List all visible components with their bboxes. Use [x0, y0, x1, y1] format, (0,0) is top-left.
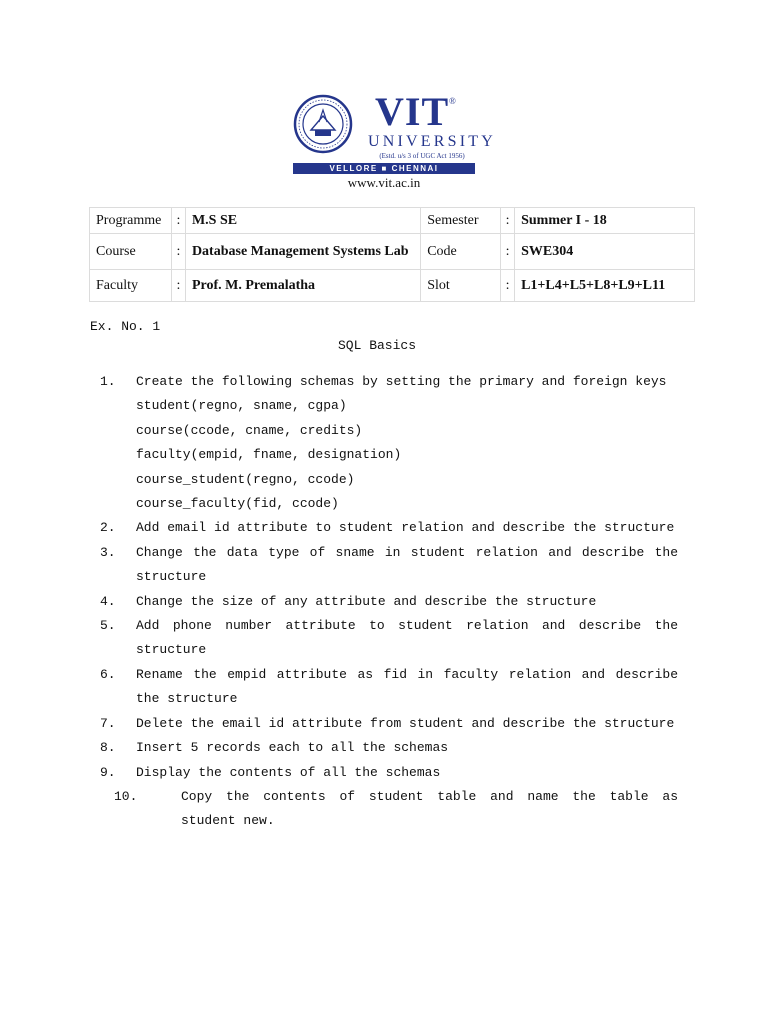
question-number: 3.: [100, 544, 116, 560]
question-text: Display the contents of all the schemas: [136, 764, 441, 780]
colon: :: [171, 270, 185, 302]
semester-label: Semester: [421, 208, 501, 234]
programme-label: Programme: [90, 208, 172, 234]
list-item: [100, 761, 678, 785]
question-number: 5.: [100, 618, 116, 634]
list-item: [100, 736, 678, 760]
programme-value: M.S SE: [185, 208, 420, 234]
question-number: 4.: [100, 593, 116, 609]
faculty-label: Faculty: [90, 270, 172, 302]
list-item: [100, 370, 678, 516]
course-label: Course: [90, 234, 172, 270]
question-text: Delete the email id attribute from student and describe the structure: [136, 715, 675, 731]
question-text: Add email id attribute to student relation and describe the structure: [136, 520, 675, 536]
table-row: [90, 270, 695, 302]
question-text: Insert 5 records each to all the schemas: [136, 740, 449, 756]
faculty-value: Prof. M. Premalatha: [185, 270, 420, 302]
list-item: [100, 590, 678, 614]
list-item: [100, 516, 678, 540]
logo-vit-word: VIT: [375, 89, 450, 134]
question-number: 6.: [100, 666, 116, 682]
schema-course-student: course_student(regno, ccode): [136, 471, 355, 487]
colon: :: [171, 208, 185, 234]
list-item: [100, 785, 678, 834]
question-text: Rename the empid attribute as fid in faculty relation and describe the structure: [136, 666, 678, 707]
campus-chennai: CHENNAI: [391, 164, 439, 173]
exercise-number: Ex. No. 1: [90, 319, 161, 334]
registered-mark: ®: [449, 96, 456, 106]
semester-value: Summer I - 18: [515, 208, 695, 234]
question-list: [100, 370, 678, 834]
question-number: 9.: [100, 764, 116, 780]
course-value: Database Management Systems Lab: [185, 234, 420, 270]
exercise-title: SQL Basics: [338, 338, 417, 353]
schema-student: student(regno, sname, cgpa): [136, 398, 347, 414]
university-seal-icon: [293, 94, 353, 154]
code-label: Code: [421, 234, 501, 270]
colon: :: [501, 208, 515, 234]
table-row: [90, 234, 695, 270]
colon: :: [501, 270, 515, 302]
schema-course-faculty: course_faculty(fid, ccode): [136, 496, 339, 512]
list-item: [100, 663, 678, 712]
list-item: [100, 541, 678, 590]
course-info-table: [89, 207, 695, 302]
campus-separator: ■: [381, 164, 388, 173]
question-number: 7.: [100, 715, 116, 731]
question-number: 10.: [114, 788, 138, 804]
question-text: Copy the contents of student table and name the table as student new.: [181, 788, 678, 829]
logo-university-word: UNIVERSITY: [368, 133, 496, 150]
schema-course: course(ccode, cname, credits): [136, 422, 363, 438]
question-number: 2.: [100, 520, 116, 536]
campus-vellore: VELLORE: [329, 164, 378, 173]
website-url: www.vit.ac.in: [347, 175, 421, 190]
schema-faculty: faculty(empid, fname, designation): [136, 447, 402, 463]
table-row: [90, 208, 695, 234]
colon: :: [171, 234, 185, 270]
question-text: Create the following schemas by setting the primary and foreign keys: [136, 374, 667, 389]
colon: :: [501, 234, 515, 270]
slot-label: Slot: [421, 270, 501, 302]
question-text: Add phone number attribute to student relation and describe the structure: [136, 618, 678, 658]
list-item: [100, 712, 678, 736]
question-number: 8.: [100, 740, 116, 756]
code-value: SWE304: [515, 234, 695, 270]
logo-campus-bar: [293, 163, 475, 174]
question-text: Change the data type of sname in student relation and describe the structure: [136, 544, 678, 585]
question-number: 1.: [100, 374, 116, 389]
question-text: Change the size of any attribute and describe the structure: [136, 593, 597, 609]
vit-university-logo: [293, 89, 496, 192]
logo-estd-text: (Estd. u/s 3 of UGC Act 1956): [379, 152, 465, 160]
list-item: [100, 614, 678, 663]
slot-value: L1+L4+L5+L8+L9+L11: [515, 270, 695, 302]
